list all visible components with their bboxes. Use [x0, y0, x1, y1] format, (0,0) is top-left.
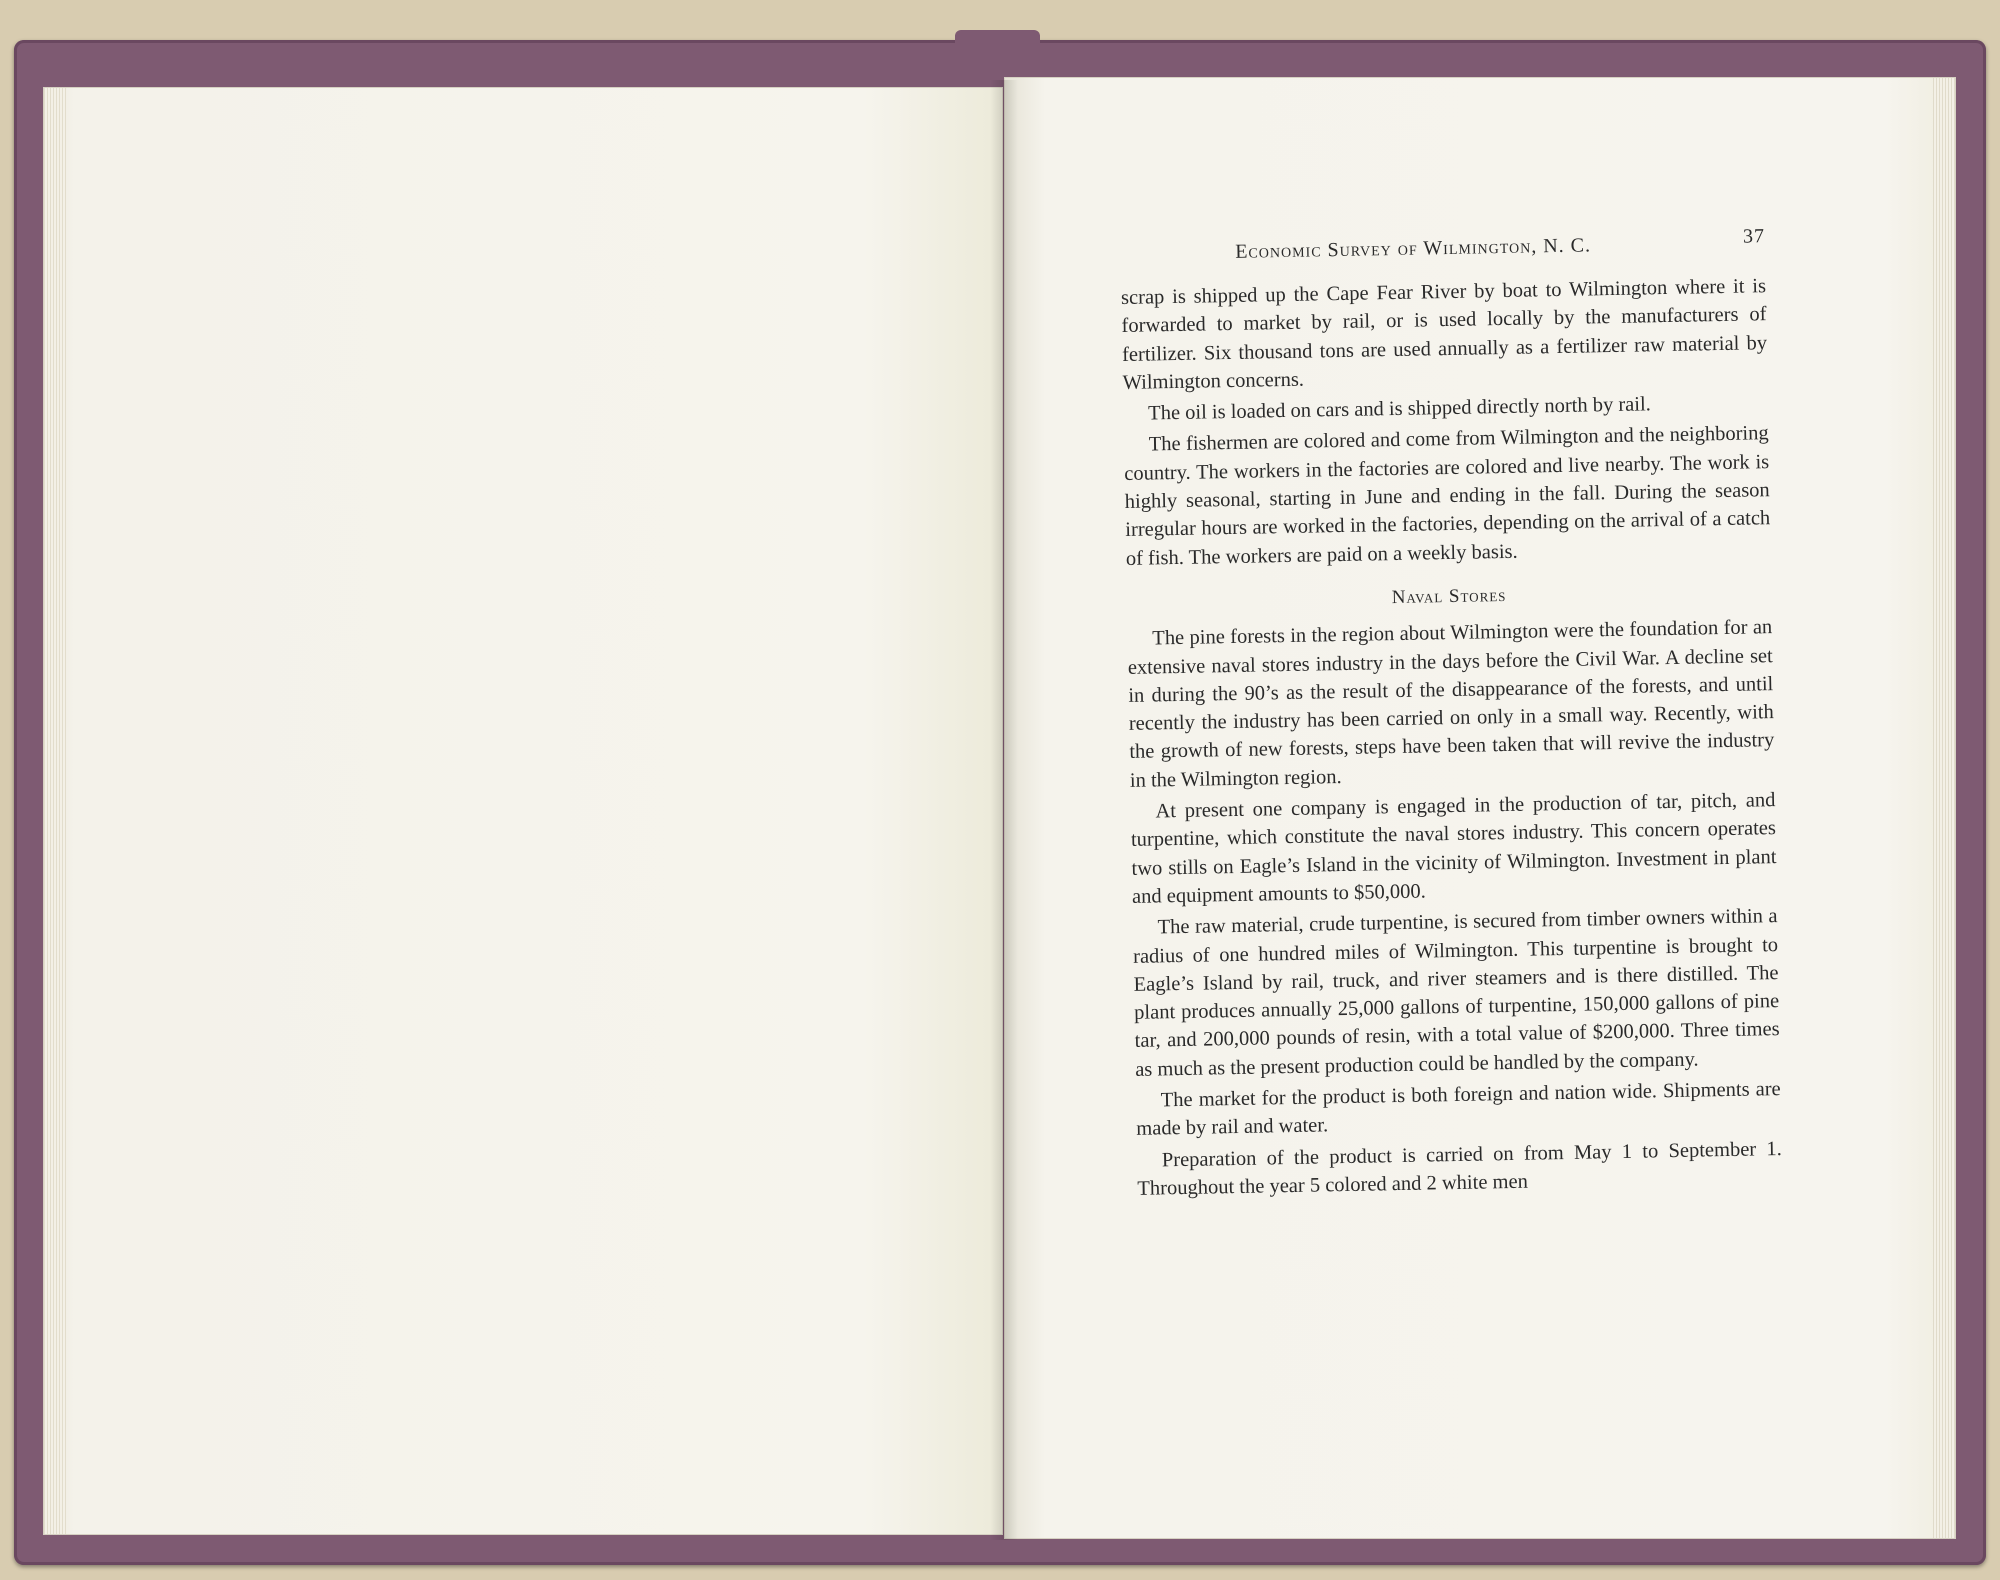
paragraph-continued: scrap is shipped up the Cape Fear River by boat to Wilmington where it is forwarded to market by rail, or is used locally by the manufacturers of fertilizer. Six thousand tons are used annually as a fertilizer raw material by Wilmington concerns.	[1120, 275, 1768, 394]
book-gutter	[990, 80, 1018, 1540]
right-page-edges	[1933, 78, 1955, 1538]
running-head: Economic Survey of Wilmington, N. C.	[1235, 234, 1592, 263]
paragraph: The fishermen are colored and come from Wilmington and the neighboring country. The workers in the factories are colored and live nearby. The work is highly seasonal, starting in June and ending in the fall. During the season irregular hours are worked in the factories, depending on the arrival of a catch of fish. The workers are paid on a weekly basis.	[1124, 422, 1771, 570]
paragraph: The pine forests in the region about Wilmington were the foundation for an extensive naval stores industry in the days before the Civil War. A decline set in during the 90’s as the result of the disappearance of the forests, and until recently the industry has been carried on only in a small way. Recently, with the growth of new forests, steps have been taken that will revive the industry in the Wilmington region.	[1127, 616, 1775, 792]
paragraph: Preparation of the product is carried on from May 1 to September 1. Throughout the year 5 colored and 2 white men	[1137, 1137, 1782, 1200]
page-number: 37	[1742, 225, 1766, 248]
right-page-text	[1120, 225, 1783, 1206]
paragraph: The market for the product is both foreign and nation wide. Shipments are made by rail and water.	[1136, 1078, 1781, 1141]
section-heading: Naval Stores	[1391, 584, 1507, 609]
left-page-blank	[44, 88, 1002, 1534]
book-spine-top	[955, 30, 1040, 60]
paragraph: The oil is loaded on cars and is shipped directly north by rail.	[1147, 393, 1652, 425]
paragraph: At present one company is engaged in the production of tar, pitch, and turpentine, which constitute the naval stores industry. This concern operates two stills on Eagle’s Island in the vicinity of Wilmington. Investment in plant and equipment amounts to $50,000.	[1130, 789, 1777, 908]
left-page-edges	[44, 88, 66, 1534]
paragraph: The raw material, crude turpentine, is secured from timber owners within a radius of one hundred miles of Wilmington. This turpentine is brought to Eagle’s Island by rail, truck, and river steamers and is there distilled. The plant produces annually 25,000 gallons of turpentine, 150,000 gallons of pine tar, and 200,000 pounds of resin, with a total value of $200,000. Three times as much as the present production could be handled by the company.	[1132, 905, 1780, 1081]
